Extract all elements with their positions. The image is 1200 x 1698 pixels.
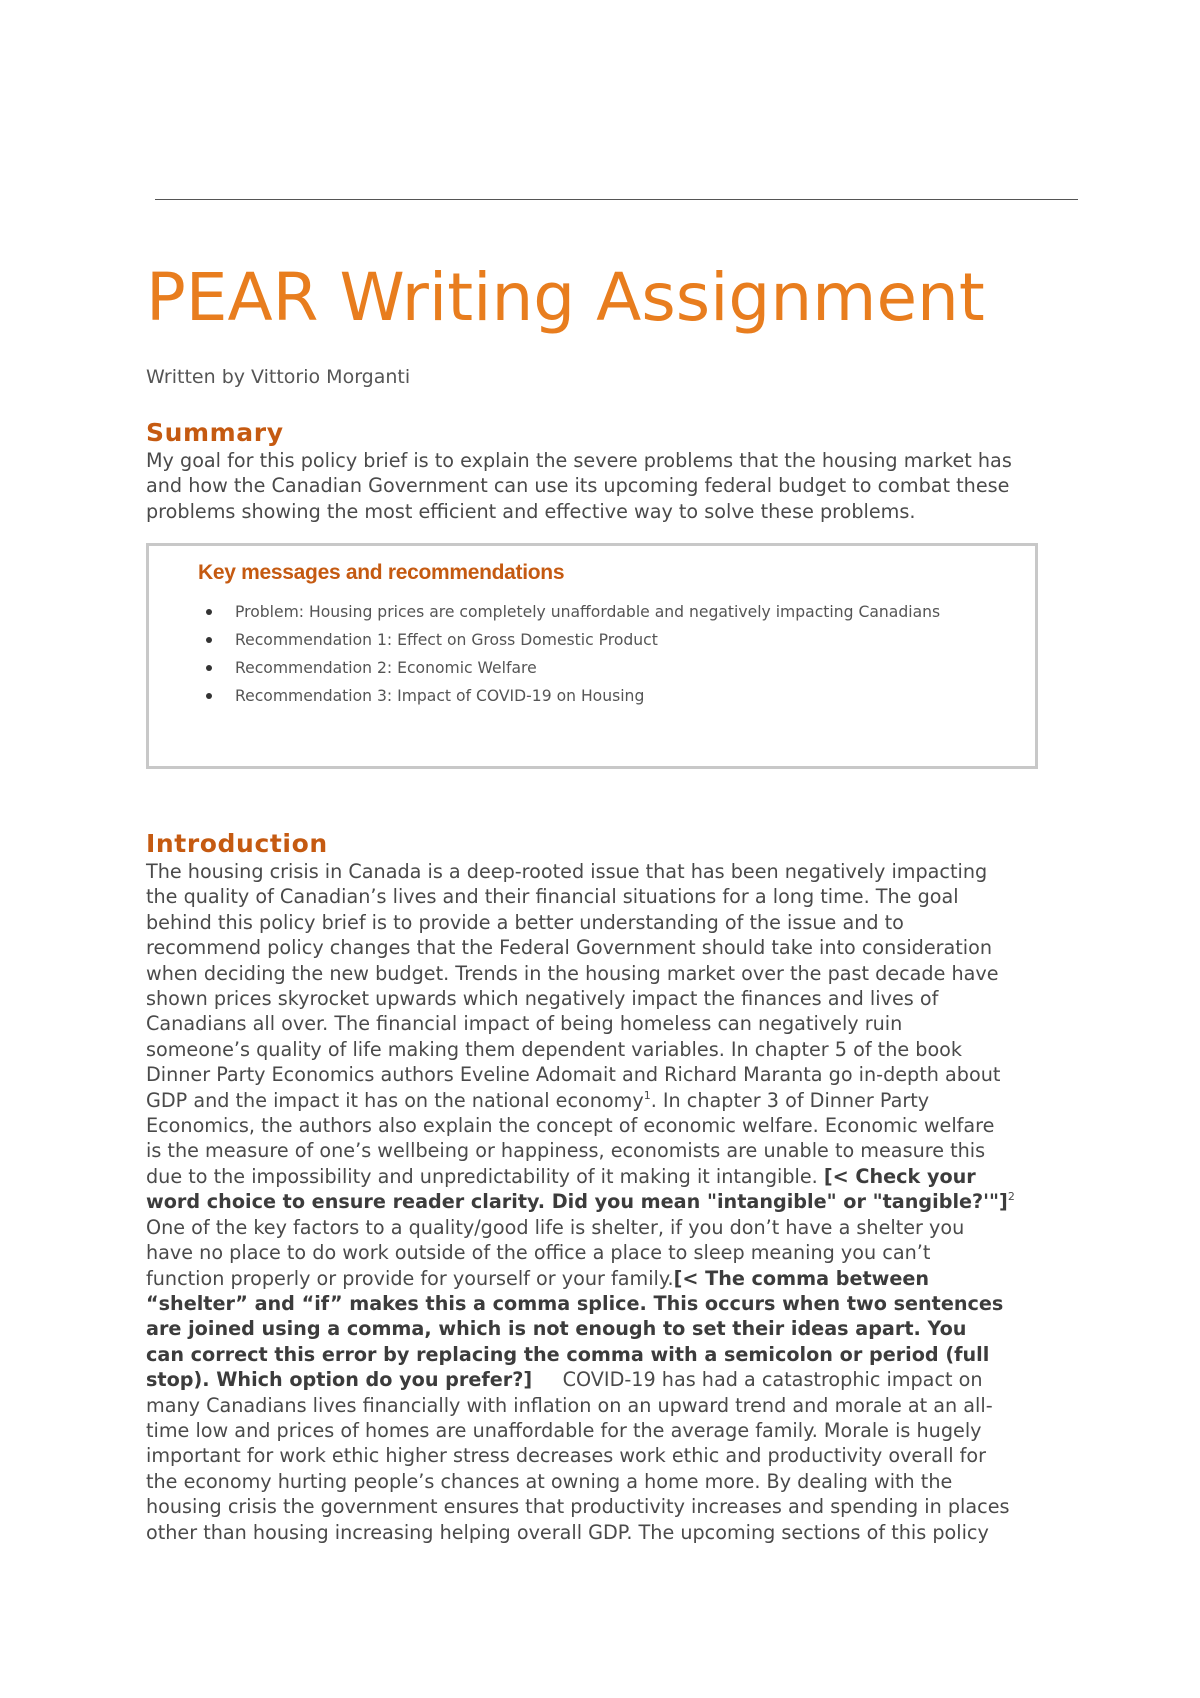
summary-paragraph (146, 448, 1066, 524)
key-messages-heading: Key messages and recommendations (198, 561, 565, 584)
key-message-text: Recommendation 2: Economic Welfare (235, 659, 537, 677)
header-rule (155, 199, 1078, 200)
intro-line (146, 1342, 1066, 1367)
intro-line: the quality of Canadian’s lives and their financial situations for a long time. The goal (146, 885, 959, 909)
intro-line: behind this policy brief is to provide a better understanding of the issue and to (146, 910, 904, 934)
intro-line (146, 1189, 1066, 1214)
bullet-icon (206, 637, 212, 643)
document-title: PEAR Writing Assignment (146, 259, 985, 336)
key-message-item (193, 598, 940, 626)
intro-line (146, 1266, 1066, 1291)
intro-line (146, 1316, 1066, 1341)
intro-line: many Canadians lives financially with inflation on an upward trend and morale at an all- (146, 1393, 993, 1417)
bullet-icon (206, 665, 212, 671)
summary-heading: Summary (146, 418, 284, 447)
bullet-icon (206, 693, 212, 699)
intro-line: Economics, the authors also explain the concept of economic welfare. Economic welfare (146, 1114, 995, 1138)
author-byline: Written by Vittorio Morganti (146, 366, 411, 388)
intro-line: shown prices skyrocket upwards which negatively impact the finances and lives of (146, 987, 939, 1011)
intro-line: Canadians all over. The financial impact of being homeless can negatively ruin (146, 1012, 903, 1036)
key-message-text: Recommendation 1: Effect on Gross Domestic Product (235, 631, 658, 649)
intro-text-run: COVID-19 has had a catastrophic impact on (532, 1368, 983, 1392)
review-comment-text: “shelter” and “if” makes this a comma splice. This occurs when two sentences (146, 1291, 1004, 1315)
intro-line: someone’s quality of life making them dependent variables. In chapter 5 of the book (146, 1037, 963, 1061)
intro-text-run: . In chapter 3 of Dinner Party (650, 1088, 930, 1112)
summary-line: problems showing the most efficient and effective way to solve these problems. (146, 499, 916, 523)
intro-line: The housing crisis in Canada is a deep-rooted issue that has been negatively impacting (146, 860, 988, 883)
key-message-item (193, 626, 940, 654)
intro-line: time low and prices of homes are unaffordable for the average family. Morale is hugely (146, 1418, 982, 1442)
intro-line: One of the key factors to a quality/good life is shelter, if you don’t have a shelter you (146, 1215, 965, 1239)
intro-line: have no place to do work outside of the office a place to sleep meaning you can’t (146, 1241, 931, 1265)
footnote-ref-1[interactable]: 1 (643, 1088, 651, 1102)
footnote-ref-2[interactable]: 2 (1007, 1190, 1015, 1204)
intro-line (146, 1164, 1066, 1189)
bullet-icon (206, 609, 212, 615)
key-messages-list (193, 598, 940, 710)
review-comment-text: word choice to ensure reader clarity. Did you mean "intangible" or "tangible?'"] (146, 1190, 1008, 1214)
intro-line: the economy hurting people’s chances at owning a home more. By dealing with the (146, 1469, 953, 1493)
review-comment-text: stop). Which option do you prefer?] (146, 1368, 533, 1392)
key-message-text: Problem: Housing prices are completely unaffordable and negatively impacting Canadians (235, 603, 941, 621)
intro-text-run: function properly or provide for yourself or your family. (146, 1266, 674, 1290)
intro-line (146, 1291, 1066, 1316)
intro-line: is the measure of one’s wellbeing or happiness, economists are unable to measure this (146, 1139, 986, 1163)
intro-line: when deciding the new budget. Trends in the housing market over the past decade have (146, 961, 999, 985)
review-comment-text: are joined using a comma, which is not enough to set their ideas apart. You (146, 1317, 967, 1341)
intro-line: recommend policy changes that the Federal Government should take into consideration (146, 936, 993, 960)
introduction-paragraph (146, 859, 1066, 1545)
introduction-heading: Introduction (146, 829, 328, 858)
intro-text-run: GDP and the impact it has on the national economy (146, 1088, 644, 1112)
key-messages-box (146, 543, 1038, 769)
intro-line: housing crisis the government ensures that productivity increases and spending in places (146, 1495, 1010, 1519)
intro-text-run: due to the impossibility and unpredictability of it making it intangible. (146, 1164, 824, 1188)
review-comment-text: can correct this error by replacing the comma with a semicolon or period (full (146, 1342, 990, 1366)
intro-line (146, 1088, 1066, 1113)
intro-line: important for work ethic higher stress decreases work ethic and productivity overall for (146, 1444, 987, 1468)
review-comment-text: [< The comma between (673, 1266, 930, 1290)
key-message-text: Recommendation 3: Impact of COVID-19 on Housing (235, 687, 645, 705)
key-message-item (193, 654, 940, 682)
intro-line (146, 1367, 1066, 1392)
intro-line: Dinner Party Economics authors Eveline Adomait and Richard Maranta go in-depth about (146, 1063, 1001, 1087)
summary-line: My goal for this policy brief is to explain the severe problems that the housing market has (146, 449, 1012, 472)
review-comment-text: [< Check your (823, 1164, 976, 1188)
key-message-item (193, 682, 940, 710)
intro-line: other than housing increasing helping overall GDP. The upcoming sections of this policy (146, 1520, 989, 1544)
summary-line: and how the Canadian Government can use its upcoming federal budget to combat these (146, 474, 1010, 498)
